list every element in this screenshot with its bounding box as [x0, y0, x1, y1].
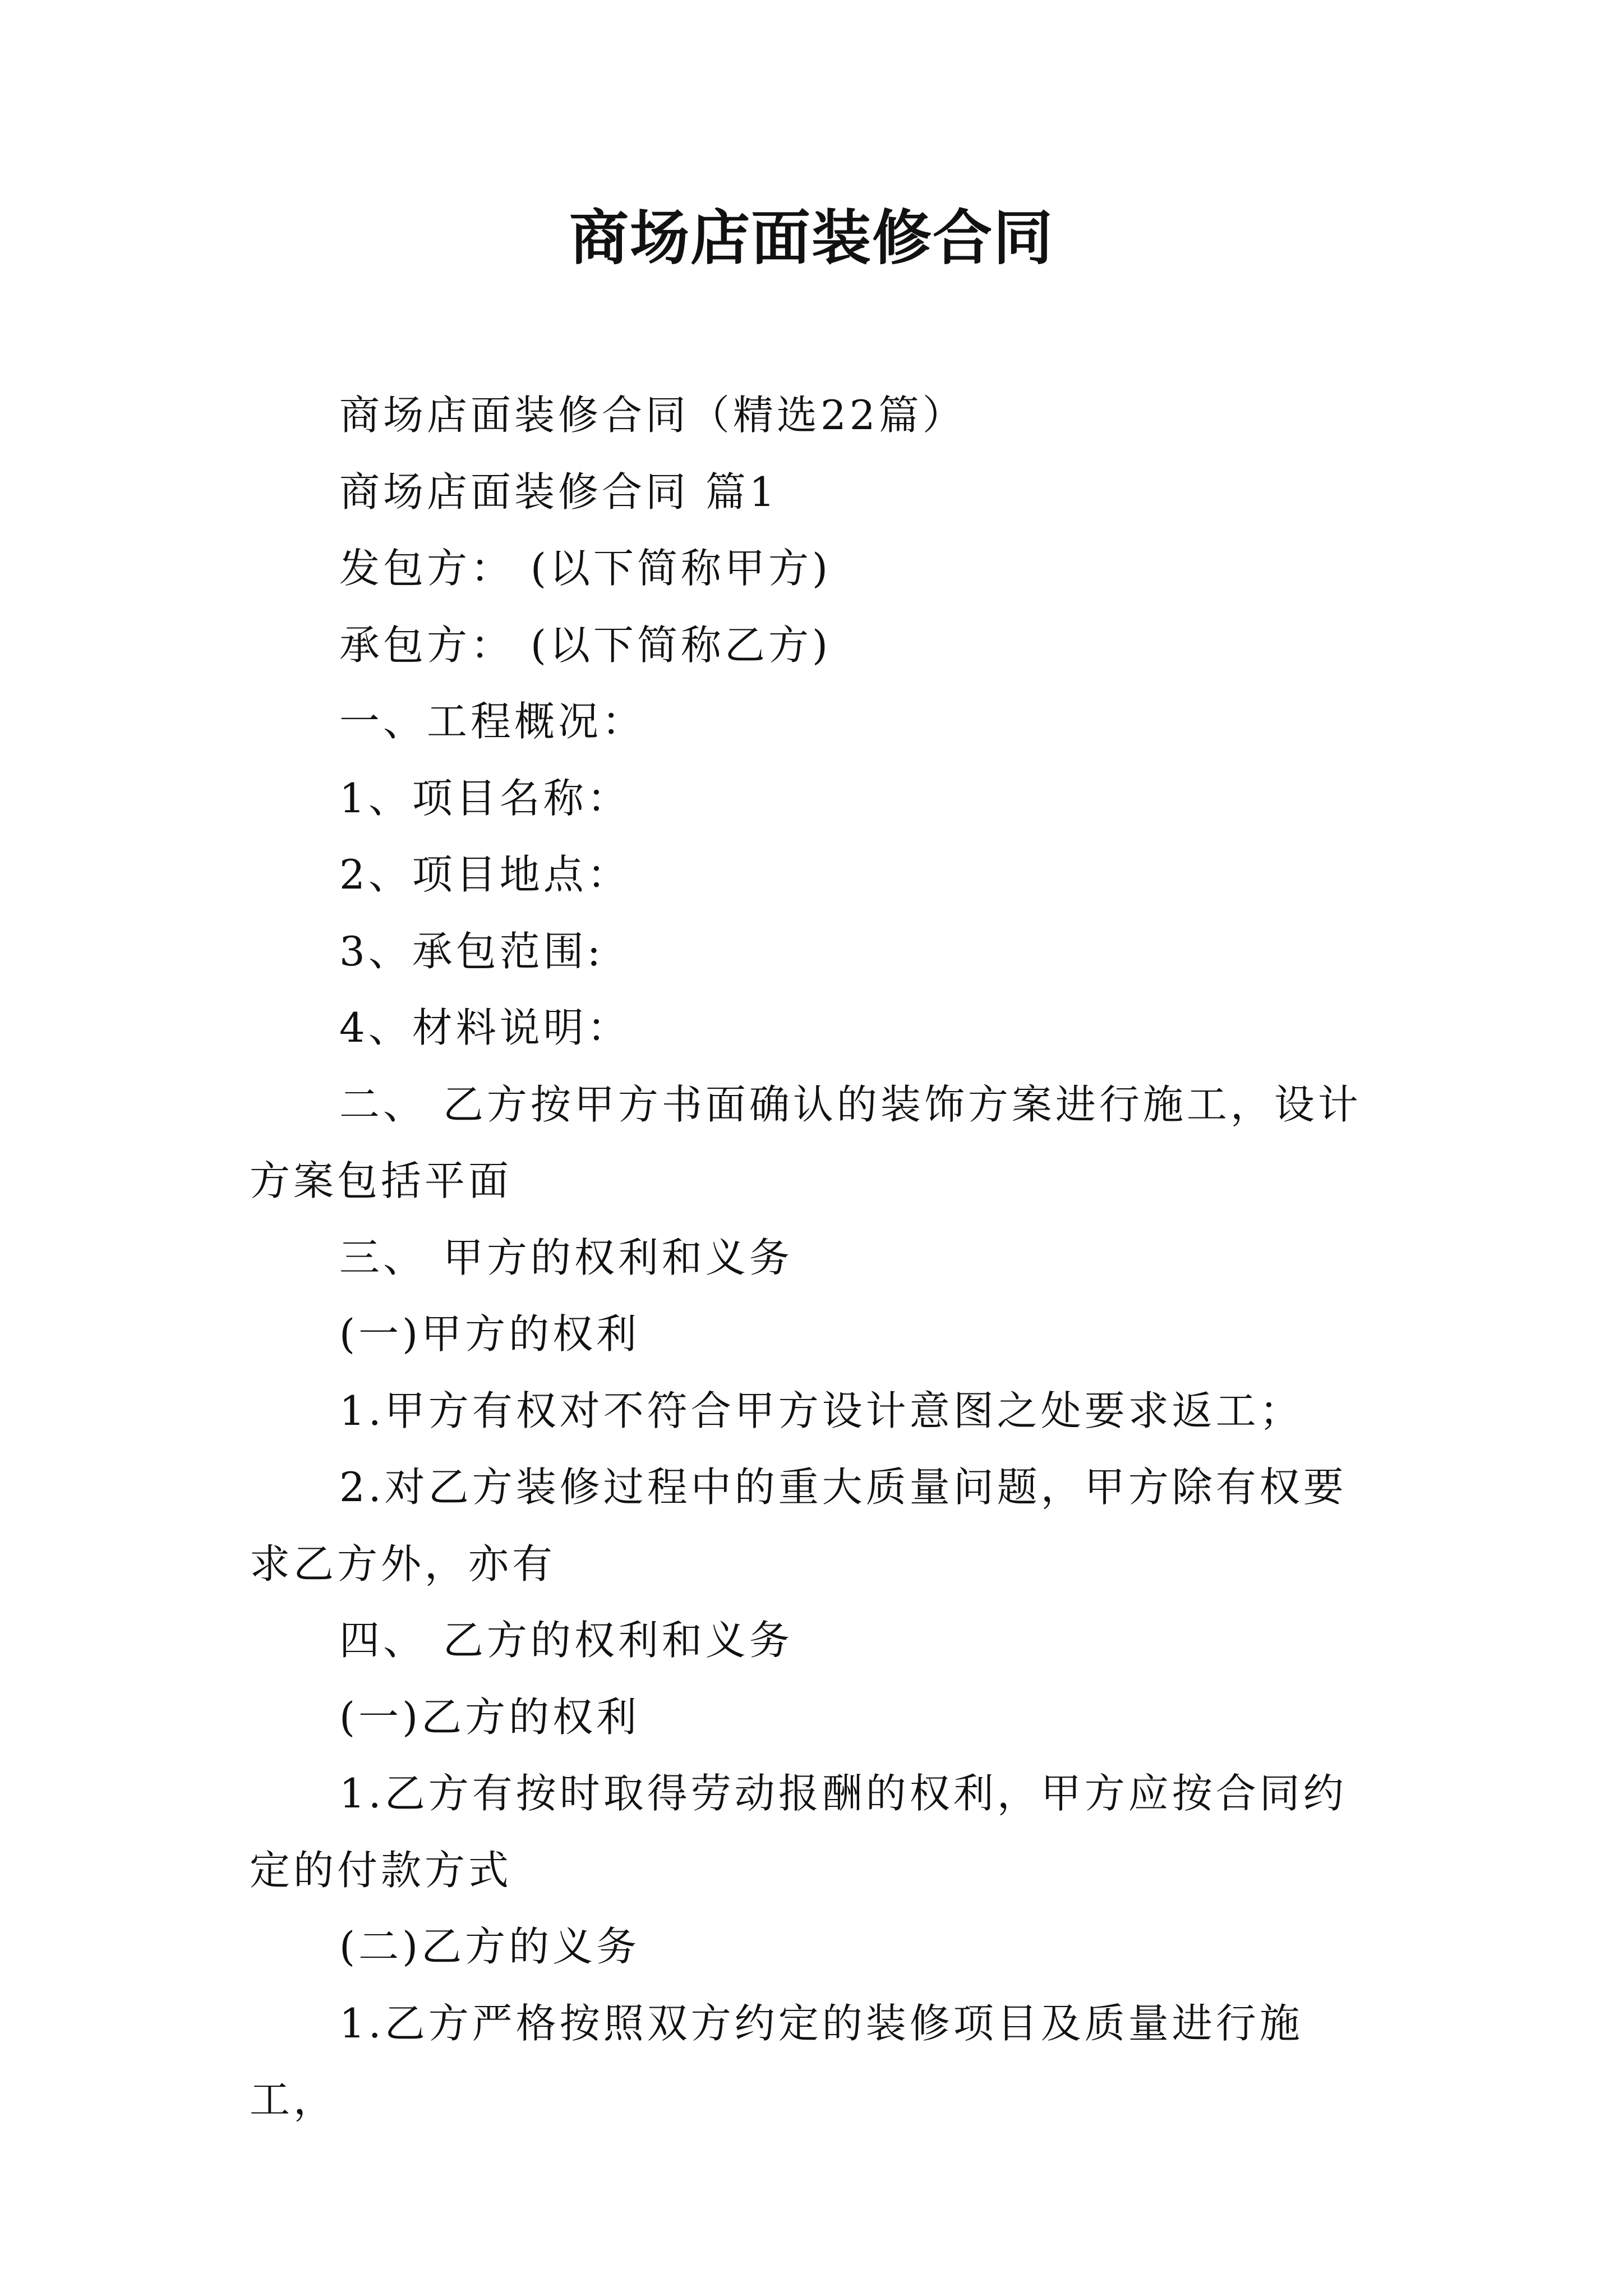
paragraph-clause-four: 四、 乙方的权利和义务: [339, 1617, 793, 1664]
paragraph-party-a-right-2: 2.对乙方装修过程中的重大质量问题，甲方除有权要求乙方外，亦有: [250, 1464, 1347, 1588]
paragraph-project-location: 2、项目地点：: [339, 851, 631, 898]
paragraph-contract-scope: 3、承包范围:: [339, 927, 605, 975]
paragraph-party-a-right-1: 1.甲方有权对不符合甲方设计意图之处要求返工；: [339, 1387, 1303, 1434]
paragraph-material-description: 4、材料说明：: [339, 1004, 631, 1051]
paragraph-party-a-rights: (一)甲方的权利: [339, 1310, 640, 1358]
document-body: [250, 377, 1388, 2138]
paragraph-clause-two: 二、 乙方按甲方书面确认的装饰方案进行施工，设计方案包括平面: [250, 1080, 1362, 1204]
paragraph-party-b-obligations: (二)乙方的义务: [339, 1923, 640, 1970]
paragraph-subtitle: 商场店面装修合同（精选22篇）: [339, 392, 966, 439]
paragraph-project-name: 1、项目名称：: [339, 774, 631, 822]
paragraph-party-b-obligation-1: 1.乙方严格按照双方约定的装修项目及质量进行施工，: [250, 1999, 1303, 2123]
document-title: 商场店面装修合同: [569, 204, 1054, 273]
paragraph-project-overview: 一、工程概况：: [339, 698, 646, 745]
paragraph-section-heading: 商场店面装修合同 篇1: [339, 468, 778, 516]
paragraph-party-a: 发包方： (以下简称甲方): [339, 545, 832, 592]
paragraph-party-b: 承包方： (以下简称乙方): [339, 621, 832, 669]
paragraph-party-b-rights: (一)乙方的权利: [339, 1693, 640, 1741]
paragraph-party-b-right-1: 1.乙方有按时取得劳动报酬的权利，甲方应按合同约定的付款方式: [250, 1770, 1347, 1894]
paragraph-clause-three: 三、 甲方的权利和义务: [339, 1234, 793, 1281]
